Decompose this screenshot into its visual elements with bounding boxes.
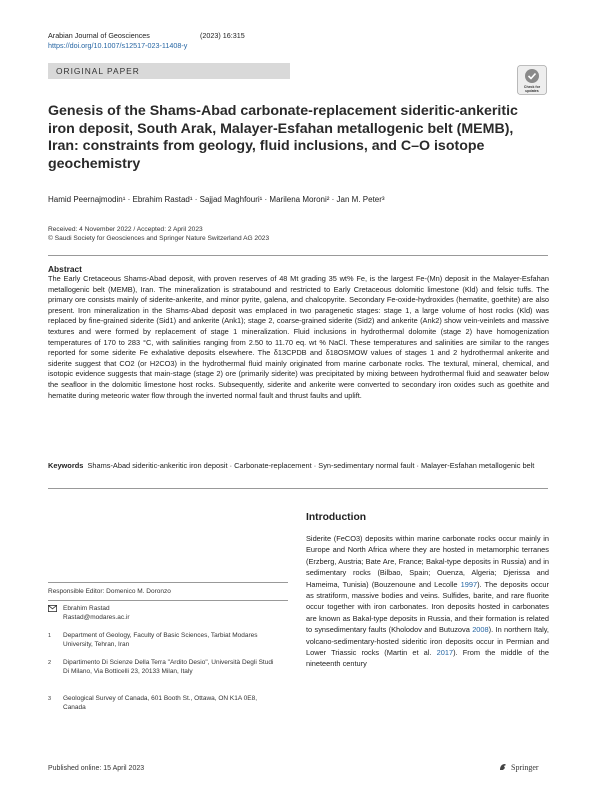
introduction-heading: Introduction bbox=[306, 512, 367, 523]
author-list: Hamid Peernajmodin¹ · Ebrahim Rastad¹ · Sajjad Maghfouri¹ · Marilena Moroni² · Jan M. Peter³ bbox=[48, 195, 385, 204]
responsible-editor: Responsible Editor: Domenico M. Doronzo bbox=[48, 588, 171, 595]
keywords-label: Keywords bbox=[48, 461, 84, 470]
intro-text-part: ). From the middle of the nineteenth century bbox=[306, 648, 549, 669]
affiliation bbox=[48, 695, 278, 715]
abstract-text: The Early Cretaceous Shams-Abad deposit, with proven reserves of 48 Mt grading 35 wt% Fe, is the largest Fe-(Mn) deposit in the Malayer-Esfahan metallogenic belt (MEMB), Iran. The mineralization is stratabound and restricted to Early Cretaceous dolomitic limestone (Kld) and felsic tuffs. The primary ore consists mainly of siderite-ankerite, and minor pyrite, galena, and chalcopyrite. Secondary Fe-oxide-hydroxides (hematite, goethite) are also present. Iron mineralization in the Shams-Abad deposit was emplaced in two paragenetic stages: stage 1, a large volume of host rocks (Kld) was replaced by fine-grained siderite (Sid1) and ankerite (Ank1); stage 2, coarse-grained siderite (Sid2) and ankerite (Ank2) show vein-veinlets and massive textures and were formed by replacement of stage 1 mineralization. Fluid inclusions in hydrothermal dolomite (stage 2) have homogenization temperatures of 170 to 283 °C, with salinities ranging from 2.50 to 11.70 eq. wt % NaCl. These temperatures and salinities are similar to the ranges reported for some siderite Fe exhalative deposits elsewhere. The δ13CPDB and δ18OSMOW values of stages 1 and 2 hydrothermal ankerite and siderite suggest that CO2 (or H2CO3) in the hydrothermal fluid mainly originated from marine carbonate rocks. The textural, mineral, chemical, and isotopic evidence suggests that main-stage (stage 2) ore (primarily siderite) was precipitated by mixing between hydrothermal fluid and seawater below the seafloor in the dolomitic limestone host rocks. Subsequently, siderite and ankerite were converted to secondary iron oxides such as goethite and hematite during meteoric water flow through the inverted normal fault and thrust faults and uplift. bbox=[48, 274, 549, 400]
publisher-logo bbox=[498, 762, 539, 772]
corresponding-author bbox=[48, 605, 278, 625]
affiliation-text: Department of Geology, Faculty of Basic Sciences, Tarbiat Modares University, Tehran, Iran bbox=[63, 632, 258, 648]
check-for-updates-badge[interactable] bbox=[517, 65, 547, 95]
footnote-divider bbox=[48, 582, 288, 583]
affiliation-number: 2 bbox=[48, 660, 52, 666]
affiliation-number: 3 bbox=[48, 696, 52, 702]
citation-link[interactable]: 2017 bbox=[436, 648, 454, 658]
divider bbox=[48, 488, 548, 489]
contact-name: Ebrahim Rastad bbox=[63, 605, 110, 612]
check-for-updates-label: Check for updates bbox=[523, 85, 541, 93]
springer-horse-icon bbox=[498, 762, 508, 772]
contact-email[interactable]: Rastad@modares.ac.ir bbox=[63, 613, 130, 621]
received-accepted: Received: 4 November 2022 / Accepted: 2 April 2023 bbox=[48, 226, 203, 233]
affiliation-number: 1 bbox=[48, 633, 52, 639]
publisher-name: Springer bbox=[511, 762, 539, 772]
citation-link[interactable]: 1997 bbox=[460, 579, 478, 589]
copyright-line: © Saudi Society for Geosciences and Springer Nature Switzerland AG 2023 bbox=[48, 235, 270, 242]
affiliation bbox=[48, 632, 278, 652]
article-title: Genesis of the Shams-Abad carbonate-replacement sideritic-ankeritic iron deposit, South Arak, Malayer-Esfahan metallogenic belt (MEMB), Iran: constraints from geology, fluid inclusions, and C–O isotope geochemistry bbox=[48, 103, 518, 172]
keywords bbox=[48, 461, 549, 472]
published-date: Published online: 15 April 2023 bbox=[48, 765, 145, 772]
citation-link[interactable]: 2008 bbox=[472, 625, 489, 635]
journal-volume: (2023) 16:315 bbox=[200, 31, 245, 40]
intro-text-part: Siderite (FeCO3) deposits within marine carbonate rocks occur mainly in Europe and North Africa where they are hosted in metamorphic terranes (Erzberg, Austria; Bate Are, France; Bakal-type deposits in Russia) and in sedimentary rocks (Bilbao, Spain; Ouenza, Algeria; Djerissa and Hameima, Tunisia) (Bouzenoune and Lecolle bbox=[306, 534, 549, 589]
footnote-divider bbox=[48, 600, 288, 601]
intro-text-part: ). In northern Italy, volcano-sedimentary-hosted sideritic iron deposits occur in Permian and Lower Triassic rocks (Martin et al. bbox=[306, 625, 549, 658]
introduction-text bbox=[306, 533, 549, 670]
keywords-text: Shams-Abad sideritic-ankeritic iron deposit · Carbonate-replacement · Syn-sedimentary normal fault · Malayer-Esfahan metallogenic belt bbox=[87, 461, 535, 470]
doi-link[interactable]: https://doi.org/10.1007/s12517-023-11408-y bbox=[48, 41, 188, 50]
affiliation-text: Dipartimento Di Scienze Della Terra "Ardito Desio", Università Degli Studi Di Milano, Via Botticelli 23, 20133 Milan, Italy bbox=[63, 659, 274, 675]
affiliation-text: Geological Survey of Canada, 601 Booth St., Ottawa, ON K1A 0E8, Canada bbox=[63, 695, 258, 711]
divider bbox=[48, 255, 548, 256]
abstract-heading: Abstract bbox=[48, 264, 82, 274]
journal-name: Arabian Journal of Geosciences bbox=[48, 31, 150, 40]
mail-icon bbox=[48, 605, 57, 616]
intro-text-part: ). The deposits occur as stratiform, massive bodies and veins. Sulfides, barite, and rare fluorite occur together with iron carbonates. Iron deposits hosted in carbonates are known as Bakal-type deposits in Russia, and their formation is related to synsedimentary faults (Kholodov and Butuzova bbox=[306, 579, 549, 635]
article-dates bbox=[48, 225, 269, 243]
affiliation bbox=[48, 659, 278, 687]
article-type-banner: ORIGINAL PAPER bbox=[48, 63, 290, 79]
